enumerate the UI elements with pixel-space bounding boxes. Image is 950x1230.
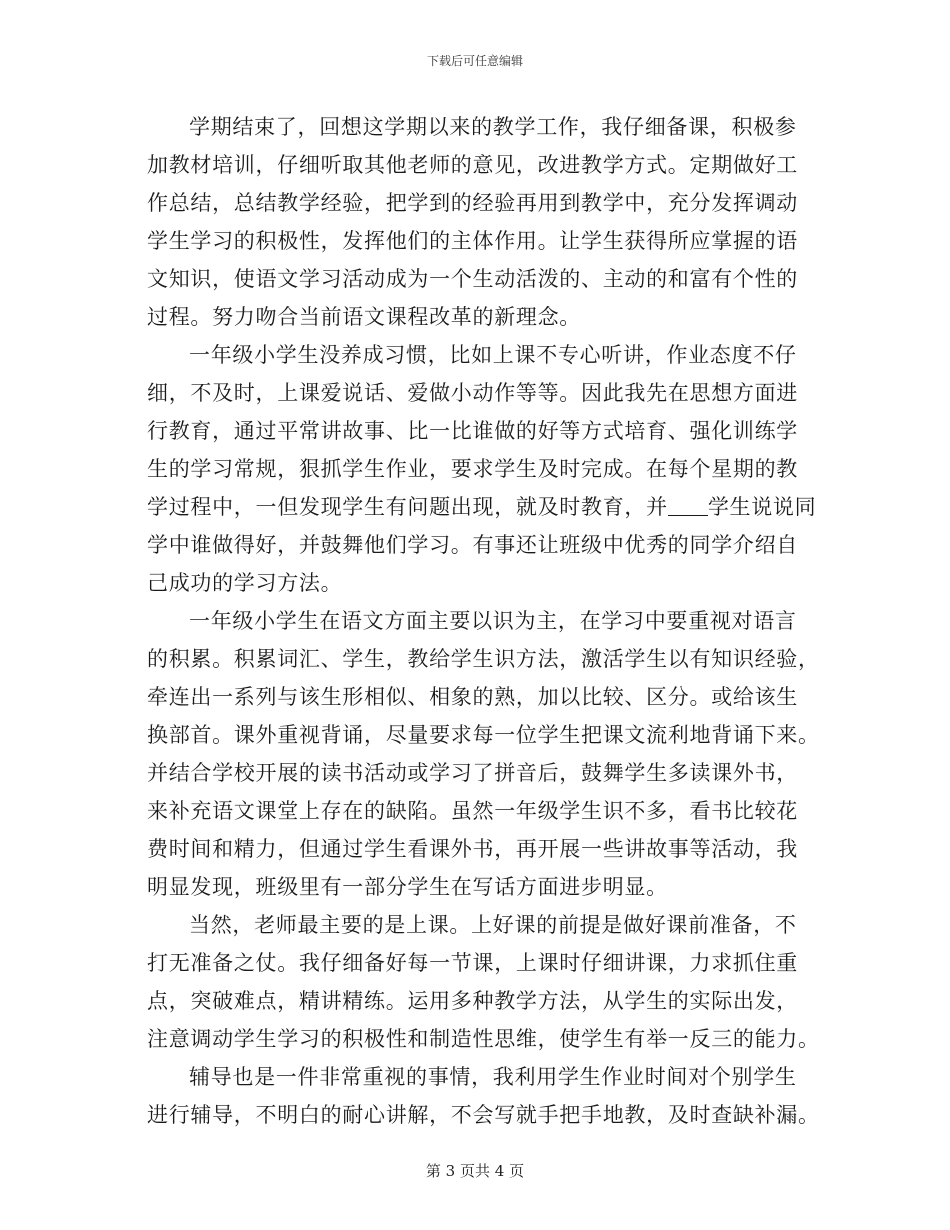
text-line: 进行辅导，不明白的耐心讲解，不会写就手把手地教，及时查缺补漏。 — [147, 1103, 820, 1127]
text-line: 行教育，通过平常讲故事、比一比谁做的好等方式培育、强化训练学 — [147, 419, 798, 443]
text-line: 文知识，使语文学习活动成为一个生动活泼的、主动的和富有个性的 — [147, 267, 798, 291]
paragraph — [147, 906, 820, 1058]
text-line: 辅导也是一件非常重视的事情，我利用学生作业时间对个别学生 — [189, 1065, 797, 1089]
text-line: 打无准备之仗。我仔细备好每一节课，上课时仔细讲课，力求抓住重 — [147, 951, 798, 975]
text-segment: 学生说说同 — [707, 495, 817, 519]
text-line: 学中谁做得好，并鼓舞他们学习。有事还让班级中优秀的同学介绍自 — [147, 533, 798, 557]
text-line: 一年级小学生没养成习惯，比如上课不专心听讲，作业态度不仔 — [189, 343, 797, 367]
paragraph — [147, 336, 817, 602]
text-line: 明显发现，班级里有一部分学生在写话方面进步明显。 — [147, 875, 668, 899]
text-line: 过程。努力吻合当前语文课程改革的新理念。 — [147, 305, 581, 329]
document-body — [147, 108, 820, 1134]
text-line: 注意调动学生学习的积极性和制造性思维，使学生有举一反三的能力。 — [147, 1027, 820, 1051]
page-header-note: 下载后可任意编辑 — [426, 54, 523, 68]
text-line: 细，不及时，上课爱说话、爱做小动作等等。因此我先在思想方面进 — [147, 381, 798, 405]
text-line: 当然，老师最主要的是上课。上好课的前提是做好课前准备，不 — [189, 913, 797, 937]
fill-in-blank — [668, 495, 708, 516]
text-line: 牵连出一系列与该生形相似、相象的熟，加以比较、区分。或给该生 — [147, 685, 798, 709]
page-number: 第 3 页共 4 页 — [425, 1162, 525, 1180]
text-line: 生的学习常规，狠抓学生作业，要求学生及时完成。在每个星期的教 — [147, 457, 798, 481]
text-line: 作总结，总结教学经验，把学到的经验再用到教学中，充分发挥调动 — [147, 191, 798, 215]
text-line: 点，突破难点，精讲精练。运用多种教学方法，从学生的实际出发， — [147, 989, 798, 1013]
paragraph — [147, 1058, 820, 1134]
text-line: 费时间和精力，但通过学生看课外书，再开展一些讲故事等活动，我 — [147, 837, 798, 861]
text-line: 加教材培训，仔细听取其他老师的意见，改进教学方式。定期做好工 — [147, 153, 798, 177]
text-line: 学生学习的积极性，发挥他们的主体作用。让学生获得所应掌握的语 — [147, 229, 798, 253]
paragraph — [147, 602, 820, 906]
text-line: 学期结束了，回想这学期以来的教学工作，我仔细备课，积极参 — [189, 115, 797, 139]
text-line: 并结合学校开展的读书活动或学习了拼音后，鼓舞学生多读课外书， — [147, 761, 798, 785]
text-line: 来补充语文课堂上存在的缺陷。虽然一年级学生识不多，看书比较花 — [147, 799, 798, 823]
text-line: 的积累。积累词汇、学生，教给学生识方法，激活学生以有知识经验， — [147, 647, 820, 671]
text-line-with-blank — [147, 488, 817, 526]
text-line: 换部首。课外重视背诵，尽量要求每一位学生把课文流利地背诵下来。 — [147, 723, 820, 747]
text-line: 己成功的学习方法。 — [147, 571, 343, 595]
text-line: 一年级小学生在语文方面主要以识为主，在学习中要重视对语言 — [189, 609, 797, 633]
paragraph — [147, 108, 807, 336]
text-segment: 学过程中，一但发现学生有问题出现，就及时教育，并 — [147, 495, 668, 519]
